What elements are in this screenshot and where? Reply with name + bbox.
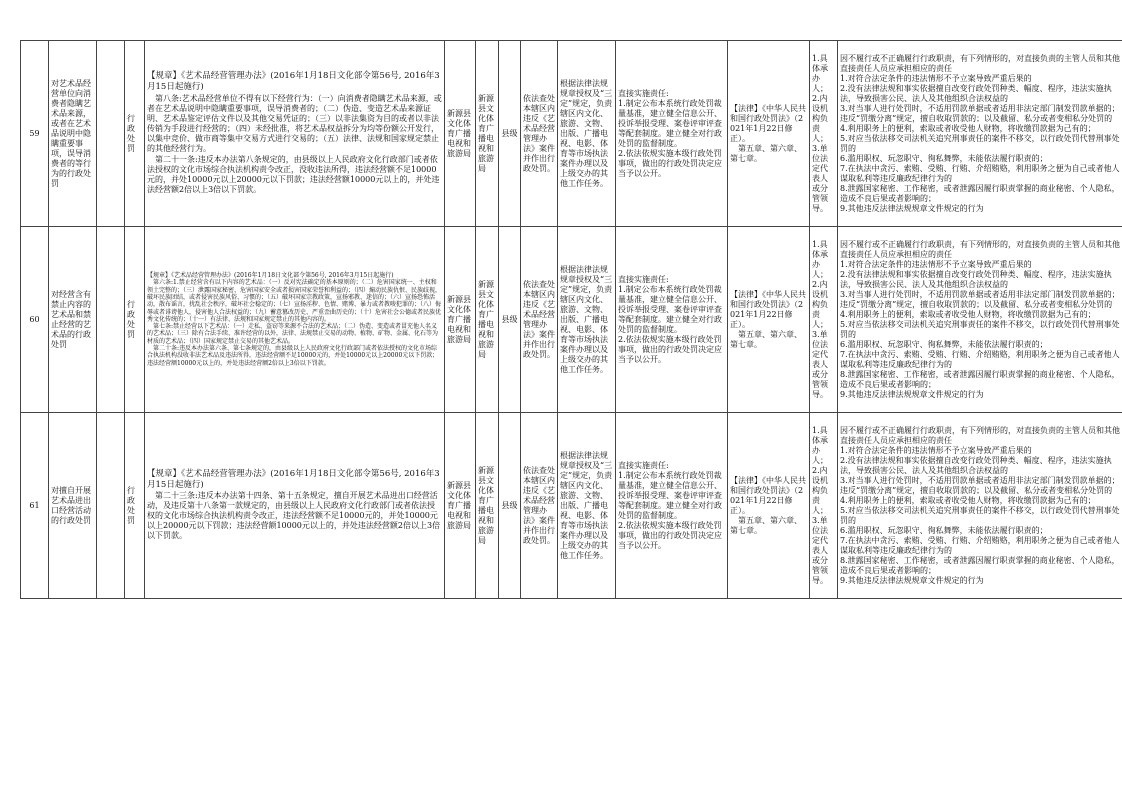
sub-dept: 新源县文化体育广播电视和旅游局 — [476, 227, 499, 413]
legal-basis — [145, 413, 445, 599]
table-row — [21, 413, 1122, 599]
legal-basis-clause: 第二十条:违反本办法第六条、第七条规定的，由县级以上人民政府文化行政部门或者依法授权的文化市场综合执法机构没收非法艺术品及违法所得，违法经营额不足10000元的，并处10000元以上20000元以下罚款；违法经营额10000元以上的，并处违法经营额2倍以上3倍以下罚款。 — [147, 345, 439, 367]
scope: 依法查处本辖区内违反《艺术品经营管理办法》案件并作出行政处罚。 — [521, 41, 558, 227]
implementing-dept: 新源县文化体育广播电视和旅游局 — [445, 41, 476, 227]
legal-basis-clause: 第二十一条:违反本办法第八条规定的，由县级以上人民政府文化行政部门或者依法授权的文化市场综合执法机构责令改正，没收违法所得，违法经营额不足10000元的，并处10000元以上20000元以下罚款；违法经营额10000元以上的，并处违法经营额2倍以上3倍以下罚款。 — [147, 154, 440, 194]
item-name: 对擅自开展艺术品进出口经营活动的行政处罚 — [49, 413, 97, 599]
accountability-basis: 【法律】《中华人民共和国行政处罚法》（2021年1月22日修正）。 第五章、第六章、第七章。 — [728, 41, 810, 227]
accountability-situations: 因不履行或不正确履行行政职责，有下列情形的，对直接负责的主管人员和其他直接责任人员应承担相应的责任 1.对符合法定条件的违法情形不予立案导致严重后果的 2.没有法律法规和事实依据擅自改变行政处罚种类、幅度、程序，违法实施执法，导致损害公民、法人及其他组织合法权益的 3.对当事人进行处罚时，不适用罚款单据或者适用非法定部门制发罚款单据的；违反“罚缴分离”规定，擅自收取罚款的；以及截留、私分或者变相私分处罚的 4.利用职务上的便利，索取或者收受他人财物，将收缴罚款据为己有的； 5.对应当依法移交司法机关追究刑事责任的案件不移交，以行政处罚代替刑事处罚的 6.滥用职权、玩忽职守、徇私舞弊，未能依法履行职责的； 7.在执法中贪污、索贿、受贿、行贿、介绍贿赂，利用职务之便为自己或者他人谋取私利等违反廉政纪律行为的 8.泄露国家秘密、工作秘密，或者泄露因履行职责掌握的商业秘密、个人隐私，造成不良后果或者影响的； 9.其他违反法律法规规章文件规定的行为 — [838, 41, 1122, 227]
accountability-situations: 因不履行或不正确履行行政职责，有下列情形的，对直接负责的主管人员和其他直接责任人员应承担相应的责任 1.对符合法定条件的违法情形不予立案导致严重后果的 2.没有法律法规和事实依据擅自改变行政处罚种类、幅度、程序，违法实施执法，导致损害公民、法人及其他组织合法权益的 3.对当事人进行处罚时，不适用罚款单据或者适用非法定部门制发罚款单据的；违反“罚缴分离”规定，擅自收取罚款的；以及截留、私分或者变相私分处罚的 4.利用职务上的便利，索取或者收受他人财物，将收缴罚款据为己有的； 5.对应当依法移交司法机关追究刑事责任的案件不移交，以行政处罚代替刑事处罚的 6.滥用职权、玩忽职守、徇私舞弊，未能依法履行职责的； 7.在执法中贪污、索贿、受贿、行贿、介绍贿赂，利用职务之便为自己或者他人谋取私利等违反廉政纪律行为的 8.泄露国家秘密、工作秘密，或者泄露因履行职责掌握的商业秘密、个人隐私，造成不良后果或者影响的； 9.其他违反法律法规规章文件规定的行为 — [838, 227, 1122, 413]
responsibility: 直接实施责任: 1.制定公布本系统行政处罚裁量基准，建立健全信息公开、投诉举报受理、案卷评审评查等配套制度。建立健全对行政处罚的监督制度。 2.依法依规实施本级行政处罚事项，做出的行政处罚决定应当予以公开。 — [616, 413, 728, 599]
implementing-dept: 新源县文化体育广播电视和旅游局 — [445, 227, 476, 413]
item-type: 行政处罚 — [125, 227, 145, 413]
duty: 根据法律法规规章授权及“三定”规定，负责辖区内文化、旅游、文物、出版、广播电视、电影、体育等市场执法案件办理以及上级交办的其他工作任务。 — [558, 227, 616, 413]
duty: 根据法律法规规章授权及“三定”规定，负责辖区内文化、旅游、文物、出版、广播电视、电影、体育等市场执法案件办理以及上级交办的其他工作任务。 — [558, 413, 616, 599]
legal-basis-clause: 第六条:1.禁止经营含有以下内容的艺术品：（一）反对宪法确定的基本原则的；（二）危害国家统一、主权和领土完整的；（三）泄露国家秘密、危害国家安全或者损害国家荣誉和利益的；（四）煽动民族仇恨、民族歧视，破坏民族团结，或者侵害民族风俗、习惯的；（五）破坏国家宗教政策，宣扬邪教、迷信的；（六）宣扬恐怖活动，散布谣言，扰乱社会秩序，破坏社会稳定的；（七）宣扬淫秽、色情、赌博、暴力或者教唆犯罪的；（八）侮辱或者诽谤他人，侵害他人合法权益的；（九）蓄意篡改历史、严重歪曲历史的；（十）危害社会公德或者民族优秀文化传统的；（十一）有法律、法规和国家规定禁止的其他内容的。 — [147, 279, 442, 323]
sub-dept: 新源县文化体育广播电视和旅游局 — [476, 41, 499, 227]
level: 县级 — [499, 413, 521, 599]
accountability-basis: 【法律】《中华人民共和国行政处罚法》（2021年1月22日修正）。 第五章、第六章、第七章。 — [728, 413, 810, 599]
legal-basis-clause: 第七条:禁止经营以下艺术品：（一）走私、盗窃等来源不合法的艺术品；（二）伪造、变造或者冒充他人名义的艺术品；（三）除有合法手续、准许经营的以外，法律、法规禁止交易的动物、植物、矿物、金属、化石等为材质的艺术品；（四）国家规定禁止交易的其他艺术品。 — [147, 323, 439, 345]
duty: 根据法律法规规章授权及“三定”规定，负责辖区内文化、旅游、文物、出版、广播电视、电影、体育等市场执法案件办理以及上级交办的其他工作任务。 — [558, 41, 616, 227]
legal-basis-clause: 第二十三条:违反本办法第十四条、第十五条规定，擅自开展艺术品进出口经营活动，及违反第十八条第一款规定的，由县级以上人民政府文化行政部门或者依法授权的文化市场综合执法机构责令改正，违法经营额不足10000元的，并处10000元以上20000元以下罚款；违法经营额10000元以上的，并处违法经营额2倍以上3倍以下罚款。 — [147, 491, 441, 541]
scope: 依法查处本辖区内违反《艺术品经营管理办法》案件并作出行政处罚。 — [521, 413, 558, 599]
legal-basis — [145, 41, 445, 227]
legal-basis-heading: 【规章】《艺术品经营管理办法》(2016年1月18日文化部令第56号, 2016年3月15日起施行) — [147, 271, 394, 279]
item-name: 对经营含有禁止内容的艺术品和禁止经营的艺术品的行政处罚 — [49, 227, 97, 413]
responsible-subject: 1.具体承办人；2.内设机构负责人；3.单位法定代表人或分管领导。 — [810, 41, 838, 227]
responsibility: 直接实施责任: 1.制定公布本系统行政处罚裁量基准，建立健全信息公开、投诉举报受理、案卷评审评查等配套制度。建立健全对行政处罚的监督制度。 2.依法依规实施本级行政处罚事项，做出的行政处罚决定应当予以公开。 — [616, 41, 728, 227]
item-name: 对艺术品经营单位向消费者隐瞒艺术品来源，或者在艺术品说明中隐瞒重要事项，误导消费者的等行为的行政处罚 — [49, 41, 97, 227]
level: 县级 — [499, 41, 521, 227]
responsibility: 直接实施责任: 1.制定公布本系统行政处罚裁量基准，建立健全信息公开、投诉举报受理、案卷评审评查等配套制度。建立健全对行政处罚的监督制度。 2.依法依规实施本级行政处罚事项，做出的行政处罚决定应当予以公开。 — [616, 227, 728, 413]
empty-cell — [97, 41, 125, 227]
item-type: 行政处罚 — [125, 41, 145, 227]
item-type: 行政处罚 — [125, 413, 145, 599]
responsibility-table — [20, 40, 1122, 599]
empty-cell — [97, 227, 125, 413]
responsible-subject: 1.具体承办人；2.内设机构负责人；3.单位法定代表人或分管领导。 — [810, 413, 838, 599]
legal-basis-clause: 第八条:艺术品经营单位不得有以下经营行为：（一）向消费者隐瞒艺术品来源，或者在艺术品说明中隐瞒重要事项，误导消费者的；（二）伪造、变造艺术品来源证明、艺术品鉴定评估文件以及其他交易凭证的；（三）以非法集资为目的或者以非法传销为手段进行经营的；（四）未经批准，将艺术品权益拆分为均等份额公开发行，以集中竞价、做市商等集中交易方式进行交易的；（五）法律、法规和国家规定禁止的其他经营行为。 — [147, 93, 442, 153]
accountability-situations: 因不履行或不正确履行行政职责，有下列情形的，对直接负责的主管人员和其他直接责任人员应承担相应的责任 1.对符合法定条件的违法情形不予立案导致严重后果的 2.没有法律法规和事实依据擅自改变行政处罚种类、幅度、程序，违法实施执法，导致损害公民、法人及其他组织合法权益的 3.对当事人进行处罚时，不适用罚款单据或者适用非法定部门制发罚款单据的；违反“罚缴分离”规定，擅自收取罚款的；以及截留、私分或者变相私分处罚的 4.利用职务上的便利，索取或者收受他人财物，将收缴罚款据为己有的； 5.对应当依法移交司法机关追究刑事责任的案件不移交，以行政处罚代替刑事处罚的 6.滥用职权、玩忽职守、徇私舞弊，未能依法履行职责的； 7.在执法中贪污、索贿、受贿、行贿、介绍贿赂，利用职务之便为自己或者他人谋取私利等违反廉政纪律行为的 8.泄露国家秘密、工作秘密，或者泄露因履行职责掌握的商业秘密、个人隐私，造成不良后果或者影响的； 9.其他违反法律法规规章文件规定的行为 — [838, 413, 1122, 599]
legal-basis-heading: 【规章】《艺术品经营管理办法》(2016年1月18日文化部令第56号, 2016年3月15日起施行) — [147, 71, 440, 92]
accountability-basis: 【法律】《中华人民共和国行政处罚法》（2021年1月22日修正）。 第五章、第六章、第七章。 — [728, 227, 810, 413]
table-row — [21, 227, 1122, 413]
legal-basis — [145, 227, 445, 413]
sub-dept: 新源县文化体育广播电视和旅游局 — [476, 413, 499, 599]
scope: 依法查处本辖区内违反《艺术品经营管理办法》案件并作出行政处罚。 — [521, 227, 558, 413]
legal-basis-heading: 【规章】《艺术品经营管理办法》(2016年1月18日文化部令第56号, 2016年3月15日起施行) — [147, 468, 440, 490]
responsible-subject: 1.具体承办人；2.内设机构负责人；3.单位法定代表人或分管领导。 — [810, 227, 838, 413]
row-number: 60 — [21, 227, 49, 413]
table-row — [21, 41, 1122, 227]
empty-cell — [97, 413, 125, 599]
implementing-dept: 新源县文化体育广播电视和旅游局 — [445, 413, 476, 599]
row-number: 59 — [21, 41, 49, 227]
row-number: 61 — [21, 413, 49, 599]
level: 县级 — [499, 227, 521, 413]
